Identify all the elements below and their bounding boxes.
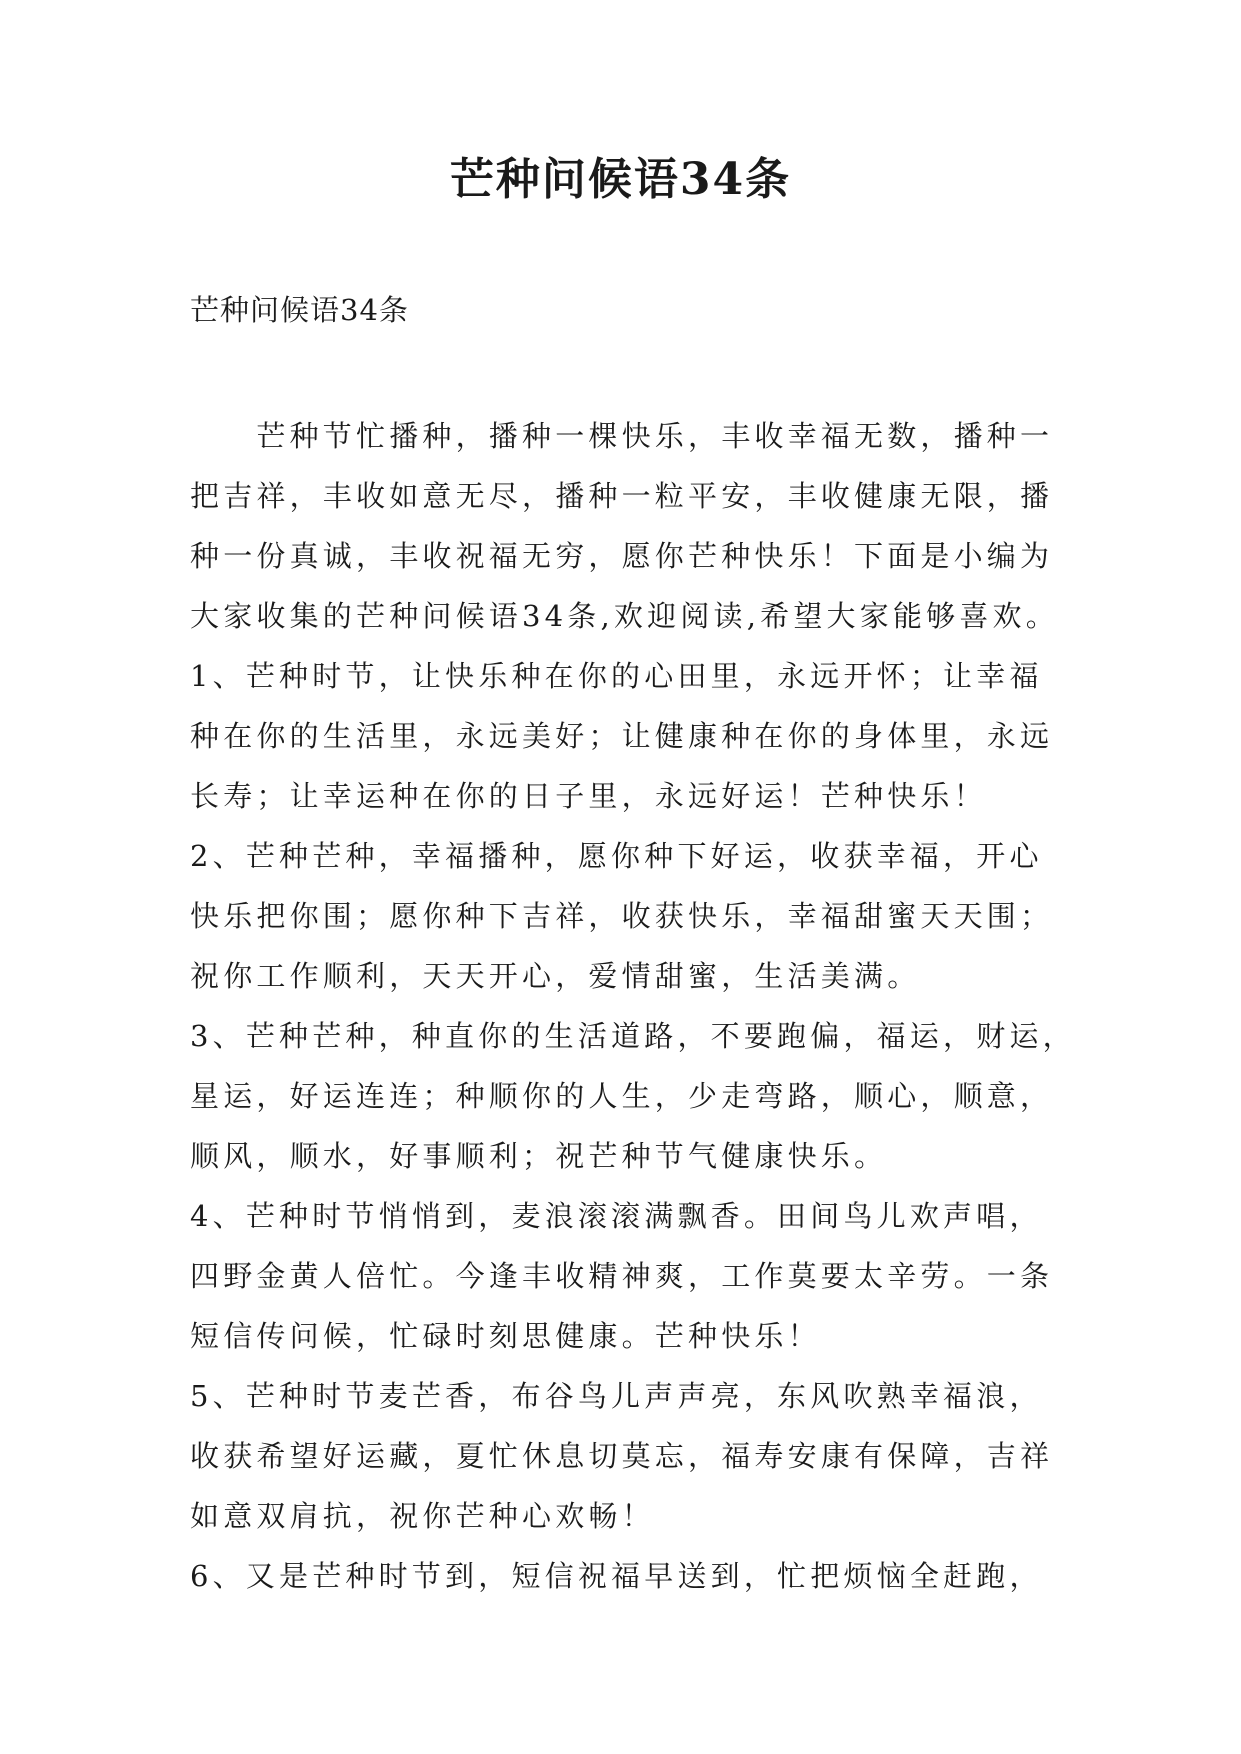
- body-line: 收获希望好运藏，夏忙休息切莫忘，福寿安康有保障，吉祥: [190, 1439, 1054, 1473]
- body-line: 顺风，顺水，好事顺利；祝芒种节气健康快乐。: [190, 1139, 888, 1173]
- body-line: 2、芒种芒种，幸福播种，愿你种下好运，收获幸福，开心: [190, 839, 1043, 873]
- document-title: 芒种问候语34条: [449, 154, 792, 205]
- body-line: 种在你的生活里，永远美好；让健康种在你的身体里，永远: [190, 719, 1054, 753]
- body-line: 1、芒种时节，让快乐种在你的心田里，永远开怀；让幸福: [190, 659, 1043, 693]
- body-line: 快乐把你围；愿你种下吉祥，收获快乐，幸福甜蜜天天围；: [190, 899, 1054, 933]
- body-line: 大家收集的芒种问候语34条,欢迎阅读,希望大家能够喜欢。: [190, 599, 1059, 633]
- body-line: 4、芒种时节悄悄到，麦浪滚滚满飘香。田间鸟儿欢声唱，: [190, 1199, 1043, 1233]
- body-line: 如意双肩抗，祝你芒种心欢畅！: [190, 1499, 655, 1533]
- body-line: 长寿；让幸运种在你的日子里，永远好运！芒种快乐！: [190, 779, 987, 813]
- body-line: 四野金黄人倍忙。今逢丰收精神爽，工作莫要太辛劳。一条: [190, 1259, 1054, 1293]
- body-line: 6、又是芒种时节到，短信祝福早送到，忙把烦恼全赶跑，: [190, 1559, 1043, 1593]
- document-body: [190, 406, 1076, 1606]
- body-line: 祝你工作顺利，天天开心，爱情甜蜜，生活美满。: [190, 959, 921, 993]
- body-line: 把吉祥，丰收如意无尽，播种一粒平安，丰收健康无限，播: [190, 479, 1054, 513]
- body-line: 短信传问候，忙碌时刻思健康。芒种快乐！: [190, 1319, 821, 1353]
- document-subtitle: 芒种问候语34条: [190, 293, 409, 327]
- body-line: 5、芒种时节麦芒香，布谷鸟儿声声亮，东风吹熟幸福浪，: [190, 1379, 1043, 1413]
- body-line: 星运，好运连连；种顺你的人生，少走弯路，顺心，顺意，: [190, 1079, 1054, 1113]
- body-line: 种一份真诚，丰收祝福无穷，愿你芒种快乐！下面是小编为: [190, 539, 1054, 573]
- body-line: 3、芒种芒种，种直你的生活道路，不要跑偏，福运，财运，: [190, 1019, 1076, 1053]
- body-line: 芒种节忙播种，播种一棵快乐，丰收幸福无数，播种一: [190, 419, 1054, 453]
